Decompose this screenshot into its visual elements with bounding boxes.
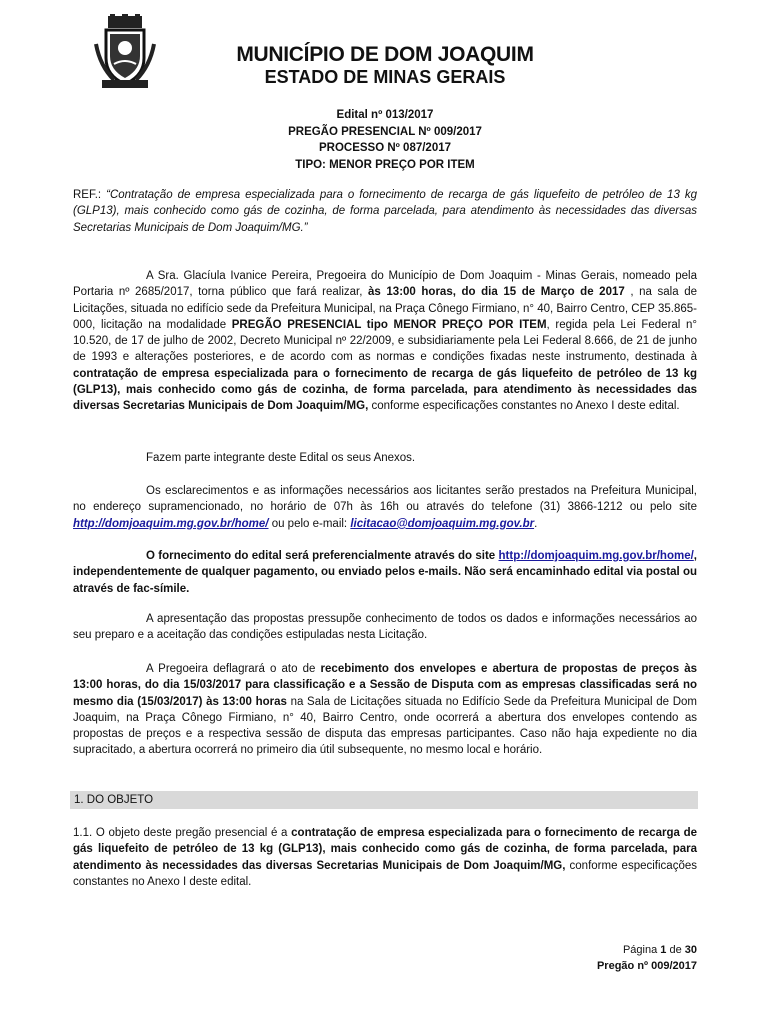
intro-text-g: conforme especificações constantes no Anexo I deste edital. [368, 400, 680, 413]
page-mid: de [666, 944, 685, 956]
intro-modality: PREGÃO PRESENCIAL tipo MENOR PREÇO POR ITEM [231, 318, 547, 331]
object-paragraph [73, 825, 697, 890]
pregao-number: PREGÃO PRESENCIAL Nº 009/2017 [288, 125, 482, 138]
clarifications-text-a: Os esclarecimentos e as informações necessários aos licitantes serão prestados na Prefeitura Municipal, no endereço supramencionado, no horário de 07h às 16h ou através do telefone (31) 3866-1212 ou pelo site [73, 485, 697, 514]
tipo-line: TIPO: MENOR PREÇO POR ITEM [295, 158, 475, 171]
supply-text-a: O fornecimento do edital será preferencialmente através do site [146, 550, 499, 562]
object-text-c: conforme especificações constantes no Anexo I deste edital. [73, 859, 697, 888]
proposals-paragraph: A apresentação das propostas pressupõe conhecimento de todos os dados e informações necessários ao seu preparo e a aceitação das condições estipuladas nesta Licitação. [73, 613, 697, 642]
processo-number: PROCESSO Nº 087/2017 [318, 142, 452, 154]
clarifications-paragraph [73, 483, 697, 532]
site-link[interactable]: http://domjoaquim.mg.gov.br/home/ [73, 517, 269, 530]
section-heading-objeto: 1. DO OBJETO [70, 791, 698, 809]
clarifications-text-c: . [534, 517, 538, 530]
email-link[interactable]: licitacao@domjoaquim.mg.gov.br [350, 517, 535, 530]
clarifications-text-b: ou pelo e-mail: [268, 517, 351, 530]
ref-text: “Contratação de empresa especializada para o fornecimento de recarga de gás liquefeito de petróleo de 13 kg (GLP13), mais conhecido como gás de cozinha, de forma parcelada, para atendimento às necessidades das diversas Secretarias Municipais de Dom Joaquim/MG.” [73, 189, 697, 234]
page-total: 30 [684, 944, 697, 956]
edital-supply-paragraph [73, 548, 697, 597]
footer-pregao: Pregão nº 009/2017 [596, 960, 697, 972]
session-text-a: A Pregoeira deflagrará o ato de [146, 663, 321, 675]
object-text-b: contratação de empresa especializada para o fornecimento de recarga de gás liquefeito de petróleo de 13 kg (GLP13), mais conhecido como gás de cozinha, de forma parcelada, para atendimento às necessidades das diversas Secretarias Municipais de Dom Joaquim/MG, [73, 827, 698, 872]
edital-number: Edital nº 013/2017 [336, 109, 434, 121]
supply-site-link[interactable]: http://domjoaquim.mg.gov.br/home/ [498, 550, 694, 562]
intro-text-c: , na sala de Licitações, situada no edifício sede da Prefeitura Municipal, na Praça Cônego Firmiano, n° 40, Bairro Centro, CEP 35.865-000, licitação na modalidade [73, 286, 697, 331]
session-text-c: na Sala de Licitações situada no Edifício Sede da Prefeitura Municipal de Dom Joaquim, na Praça Cônego Firmiano, n° 40, Bairro Centro, onde ocorrerá a abertura dos envelopes contendo as propostas de preços e a respectiva sessão de disputa das empresas participantes. Caso não haja expediente no dia supracitado, a abertura ocorrerá no primeiro dia útil subsequente, no mesmo local e horário. [73, 695, 697, 757]
intro-text-e: , regida pela Lei Federal n° 10.520, de 17 de julho de 2002, Decreto Municipal nº 22/2009, e subsidiariamente pela Lei Federal 8.666, de 21 de junho de 1993 e alterações posteriores, e de acordo com as normas e condições fixadas neste instrumento, destinada à [73, 318, 697, 364]
edital-block [180, 107, 590, 173]
reference-paragraph [73, 187, 697, 236]
object-text-a: 1.1. O objeto deste pregão presencial é a [73, 827, 292, 839]
ref-label: REF.: [73, 189, 107, 201]
intro-date: às 13:00 horas, do dia 15 de Março de 2017 [368, 286, 625, 299]
intro-paragraph [73, 268, 697, 415]
annexes-paragraph: Fazem parte integrante deste Edital os seus Anexos. [146, 452, 416, 464]
session-paragraph [73, 661, 697, 759]
page-prefix: Página [622, 944, 661, 956]
intro-text-a: A Sra. Glacíula Ivanice Pereira, Pregoeira do Município de Dom Joaquim - Minas Gerais, nomeado pela Portaria nº 2685/2017, torna público que fará realizar, [73, 270, 697, 299]
supply-text-b: , independentemente de qualquer pagamento, ou enviado pelos e-mails. Não será encaminhado edital via postal ou através de fac-símile. [73, 550, 697, 595]
intro-object: contratação de empresa especializada para o fornecimento de recarga de gás liquefeito de petróleo de 13 kg (GLP13), mais conhecido como gás de cozinha, de forma parcelada, para atendimento às necessidades das diversas Secretarias Municipais de Dom Joaquim/MG, [73, 367, 697, 413]
municipal-coat-of-arms-icon [94, 14, 156, 90]
session-schedule: recebimento dos envelopes e abertura de propostas de preços às 13:00 horas, do dia 15/03/2017 para classificação e a Sessão de Disputa com as empresas classificadas será no mesmo dia (15/03/2017) às 13:00 horas [73, 663, 697, 708]
page-number [623, 944, 697, 956]
municipality-title: MUNICÍPIO DE DOM JOAQUIM [236, 43, 534, 66]
page-current: 1 [660, 944, 667, 956]
state-subtitle: ESTADO DE MINAS GERAIS [264, 67, 506, 87]
